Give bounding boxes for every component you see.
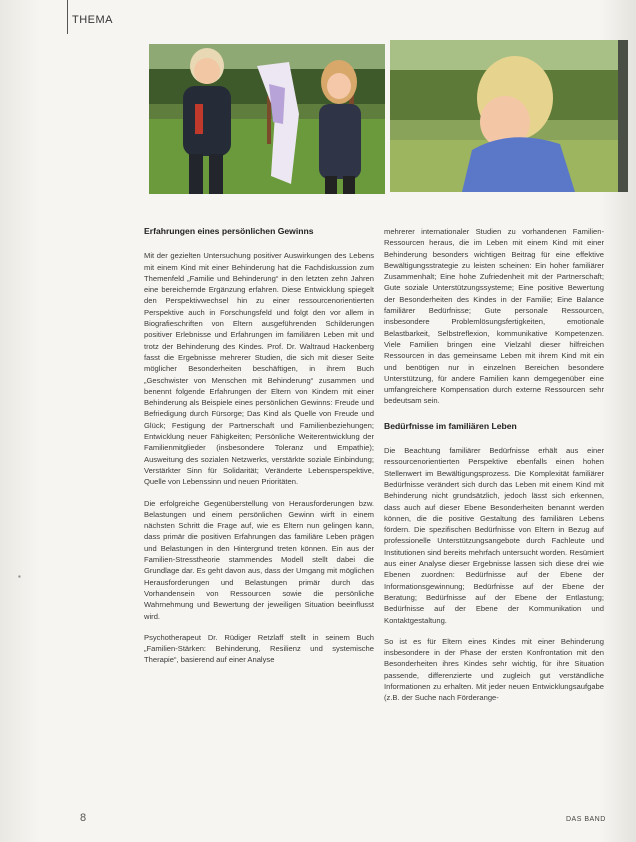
body-paragraph: Die erfolgreiche Gegenüberstellung von Herausforderungen bzw. Belastungen und einem persönlichen Gewinn wirft in einem nächsten Schritt die Frage auf, wie es Eltern nun gelingen kann, dass primär die positiven Erfahrungen das familiäre Leben prägen und Belastungen in den Hintergrund treten können. Ein aus der Familien-Stresstheorie stammendes Modell stellt dabei die Grundlage dar. Es geht davon aus, dass der Umgang mit möglichen Herausforderungen und Belastungen primär durch das Vorhandensein von Ressourcen sowie die persönliche Wahrnehmung und Bewertung der jeweiligen Situation beeinflusst wird.	[144, 498, 374, 621]
page-number: 8	[80, 812, 87, 824]
margin-mark: ▪	[18, 572, 21, 581]
body-paragraph: Die Beachtung familiärer Bedürfnisse erhält aus einer ressourcenorientierten Perspektive ebenfalls einen hohen Stellenwert im Bewältigungsprozess. Die Komplexität familiärer Bedürfnisse verändert sich durch das Leben mit einem Kind mit Behinderung nicht grundsätzlich, jedoch lässt sich erkennen, dass auch auf dieser Ebene Besonderheiten benannt werden können, die die positive Gestaltung des familiären Lebens fördern. Die spezifischen Bedürfnisse von Eltern in Bezug auf professionelle Unterstützungsangebote durch Fachleute und Institutionen sind bereits mehrfach untersucht worden. Resümiert aus einer Analyse dieser Ergebnisse lassen sich diese drei wie Ebenen zuordnen: Bedürfnisse auf der Ebene der Informationsgewinnung; Bedürfnisse auf der Ebene der Beratung; Bedürfnisse auf der Ebene der Entlastung; Bedürfnisse auf der Ebene der Kommunikation und Kontaktgestaltung.	[384, 446, 604, 625]
section-heading: Bedürfnisse im familiären Leben	[384, 420, 517, 431]
section-label: THEMA	[72, 14, 113, 26]
child-portrait-photo	[390, 40, 628, 192]
children-playing-photo	[149, 44, 385, 194]
body-paragraph: Mit der gezielten Untersuchung positiver Auswirkungen des Lebens mit einem Kind mit einer Behinderung hat die Fachdiskussion zum Themenfeld „Familie und Behinderung“ in den letzten zehn Jahren eine bereichernde Ergänzung erfahren. Diese Entwicklung spiegelt den Perspektivwechsel hin zu einer ressourcenorientierten Perspektive auch in Forschungsfeld und folgt den vor allem in Biografieschriften von Eltern ausgeführenden Schilderungen positiver Erlebnisse und Erfahrungen im familiären Leben mit und trotz der Behinderung des Kindes. Prof. Dr. Waltraud Hackenberg fasst die Ergebnisse mehrerer Studien, die sich mit dieser Seite möglicher Besonderheiten beschäftigen, in ihrem Buch „Geschwister von Menschen mit Behinderung“ zusammen und benennt folgende Erfahrungen der Eltern von Kindern mit einer Behinderung als Beispiele eines persönlichen Gewinns: Freude und Befriedigung durch Fürsorge; Das Kind als Quelle von Freude und Glück; Festigung der Partnerschaft und Familienbeziehungen; Entwicklung neuer Fähigkeiten; Persönliche Weiterentwicklung der Familienmitglieder (insbesondere Toleranz und Empathie); Ausweitung des sozialen Netzwerks, verstärkte soziale Einbindung; Verstärkter Sinn für Solidarität; Veränderte Lebensperspektive, Quelle von Lebenssinn und neuen Prioritäten.	[144, 251, 374, 487]
footer-publication: DAS BAND	[566, 816, 606, 823]
header-divider	[67, 0, 68, 34]
body-paragraph: Psychotherapeut Dr. Rüdiger Retzlaff stellt in seinem Buch „Familien-Stärken: Behinderung, Resilienz und systemische Therapie“, basierend auf einer Analyse	[144, 632, 374, 665]
text-column-left	[144, 226, 374, 676]
section-heading: Erfahrungen eines persönlichen Gewinns	[144, 226, 314, 236]
body-paragraph: So ist es für Eltern eines Kindes mit einer Behinderung insbesondere in der Phase der ersten Konfrontation mit den Besonderheiten ihres Kindes sehr wichtig, für ihre Situation passende, differenzierte und zugleich gut verständliche Informationen zu erhalten. Mit jeder neuen Entwicklungsaufgabe (z.B. der Suche nach Förderange-	[384, 636, 604, 703]
body-paragraph: mehrerer internationaler Studien zu vorhandenen Familien-Ressourcen heraus, die im Leben mit einem Kind mit einer Behinderung besonders wichtigen Beitrag für eine effektive Bewältigungsstrategie zu leisten scheinen: Ein hoher familiärer Zusammenhalt; Eine hohe Zufriedenheit mit der Partnerschaft; Gute soziale Unterstützungssysteme; Eine positive Bewertung der Besonderheiten des Kindes in der Familie; Eine Balance familiärer Bedürfnisse; Gute personale Ressourcen, insbesondere Problemlösungsfertigkeiten, emotionale Belastbarkeit, Selbstreflexion, kommunikative Kompetenzen. Viele Familien bringen eine Vielzahl dieser hilfreichen Ressourcen in das gemeinsame Leben mit ihrem Kind mit ein und benötigen nur in einzelnen Bereichen besondere Unterstützung, für andere Familien kann demgegenüber eine umfangreichere Kompensation durch externe Ressourcen sehr bedeutsam sein.	[384, 227, 604, 406]
text-column-right	[384, 226, 604, 714]
